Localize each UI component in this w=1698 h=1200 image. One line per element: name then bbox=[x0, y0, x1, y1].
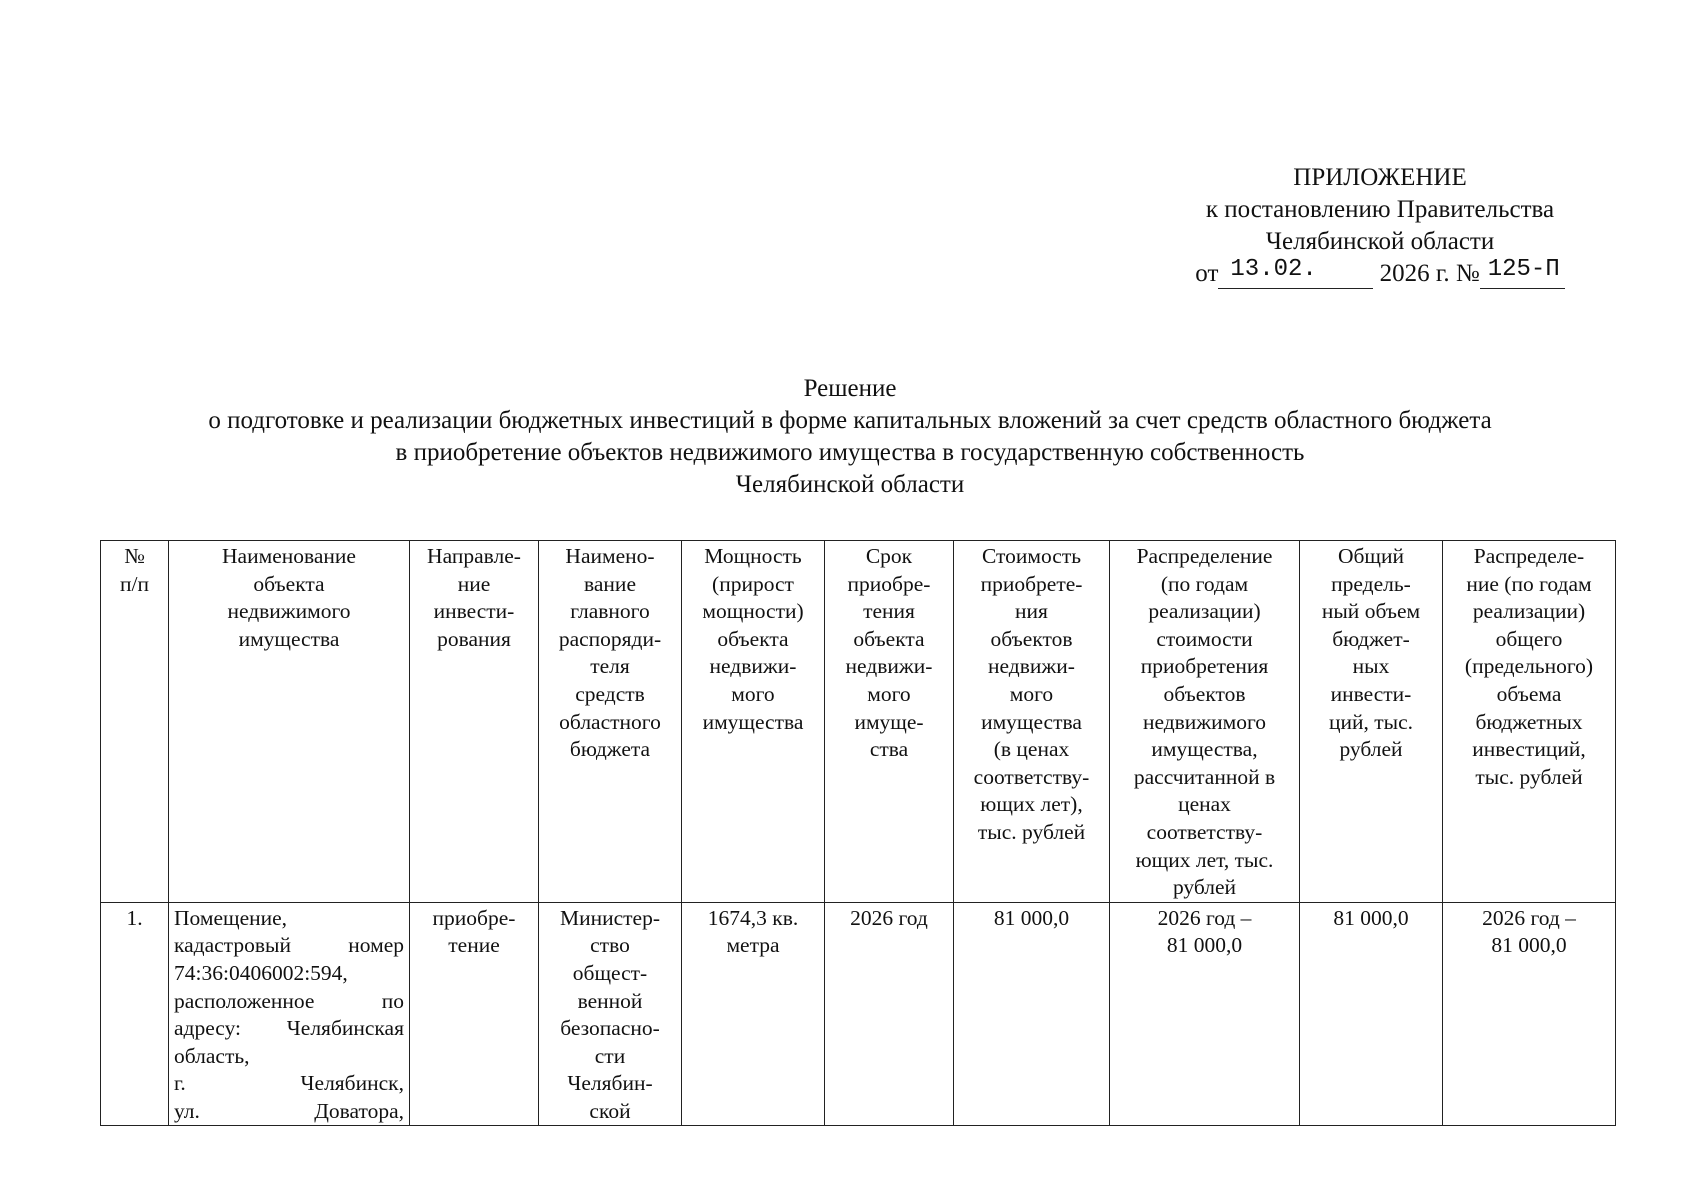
cell-cost: 81 000,0 bbox=[954, 902, 1110, 1126]
appendix-heading: ПРИЛОЖЕНИЕ bbox=[1293, 164, 1467, 191]
header-total-limit: Общий предель- ный объем бюджет- ных инвести- ций, тыс. рублей bbox=[1300, 541, 1443, 903]
name-line: 74:36:0406002:594, bbox=[174, 960, 348, 985]
title-line-3: в приобретение объектов недвижимого имущества в государственную собственность bbox=[395, 439, 1305, 466]
cell-limit-distribution: 2026 год – 81 000,0 bbox=[1443, 902, 1616, 1126]
title-line-2: о подготовке и реализации бюджетных инвестиций в форме капитальных вложений за счет средств областного бюджета bbox=[208, 407, 1492, 434]
header-direction: Направле- ние инвести- рования bbox=[410, 541, 539, 903]
date-prefix: от bbox=[1195, 260, 1219, 287]
header-cost: Стоимость приобрете- ния объектов недвижи- мого имущества (в ценах соответству- ющих лет), тыс. рублей bbox=[954, 541, 1110, 903]
table-row bbox=[101, 902, 1616, 1126]
header-administrator: Наимено- вание главного распоряди- теля средств областного бюджета bbox=[539, 541, 682, 903]
number-field bbox=[1480, 256, 1565, 289]
cell-num: 1. bbox=[101, 902, 169, 1126]
header-term: Срок приобре- тения объекта недвижи- мого имуще- ства bbox=[825, 541, 954, 903]
table-header-row bbox=[101, 541, 1616, 903]
appendix-line-1: к постановлению Правительства bbox=[1205, 196, 1555, 223]
name-line: кадастровый номер bbox=[174, 933, 404, 958]
header-cost-distribution: Распределение (по годам реализации) стоимости приобретения объектов недвижимого имущества, рассчитанной в ценах соответству- ющих лет, тыс. рублей bbox=[1110, 541, 1300, 903]
appendix-block bbox=[1160, 162, 1600, 290]
number-handwritten: 125-П bbox=[1487, 256, 1560, 283]
header-limit-distribution: Распределе- ние (по годам реализации) общего (предельного) объема бюджетных инвестиций, тыс. рублей bbox=[1443, 541, 1616, 903]
appendix-date-line bbox=[1160, 258, 1600, 290]
cell-term: 2026 год bbox=[825, 902, 954, 1126]
name-line: ул. Доватора, bbox=[174, 1098, 404, 1123]
year-text: 2026 г. № bbox=[1379, 260, 1480, 287]
cell-cost-distribution: 2026 год – 81 000,0 bbox=[1110, 902, 1300, 1126]
document-title bbox=[60, 373, 1640, 501]
title-line-1: Решение bbox=[803, 375, 897, 402]
title-line-4: Челябинской области bbox=[735, 471, 965, 498]
header-object-name: Наименование объекта недвижимого имущества bbox=[169, 541, 410, 903]
name-line: область, bbox=[174, 1043, 250, 1068]
date-handwritten: 13.02. bbox=[1230, 256, 1317, 283]
header-num: № п/п bbox=[101, 541, 169, 903]
cell-administrator: Министер- ство общест- венной безопасно- сти Челябин- ской bbox=[539, 902, 682, 1126]
cell-capacity: 1674,3 кв. метра bbox=[682, 902, 825, 1126]
name-line: адресу: Челябинская bbox=[174, 1016, 404, 1041]
cell-direction: приобре- тение bbox=[410, 902, 539, 1126]
date-field bbox=[1218, 256, 1373, 289]
appendix-line-2: Челябинской области bbox=[1265, 228, 1495, 255]
header-capacity: Мощность (прирост мощности) объекта недвижи- мого имущества bbox=[682, 541, 825, 903]
name-line: г. Челябинск, bbox=[174, 1071, 404, 1096]
cell-object-name bbox=[169, 902, 410, 1126]
name-line: Помещение, bbox=[174, 905, 288, 930]
cell-total-limit: 81 000,0 bbox=[1300, 902, 1443, 1126]
investment-table bbox=[100, 540, 1616, 1126]
name-line: расположенное по bbox=[174, 988, 404, 1013]
